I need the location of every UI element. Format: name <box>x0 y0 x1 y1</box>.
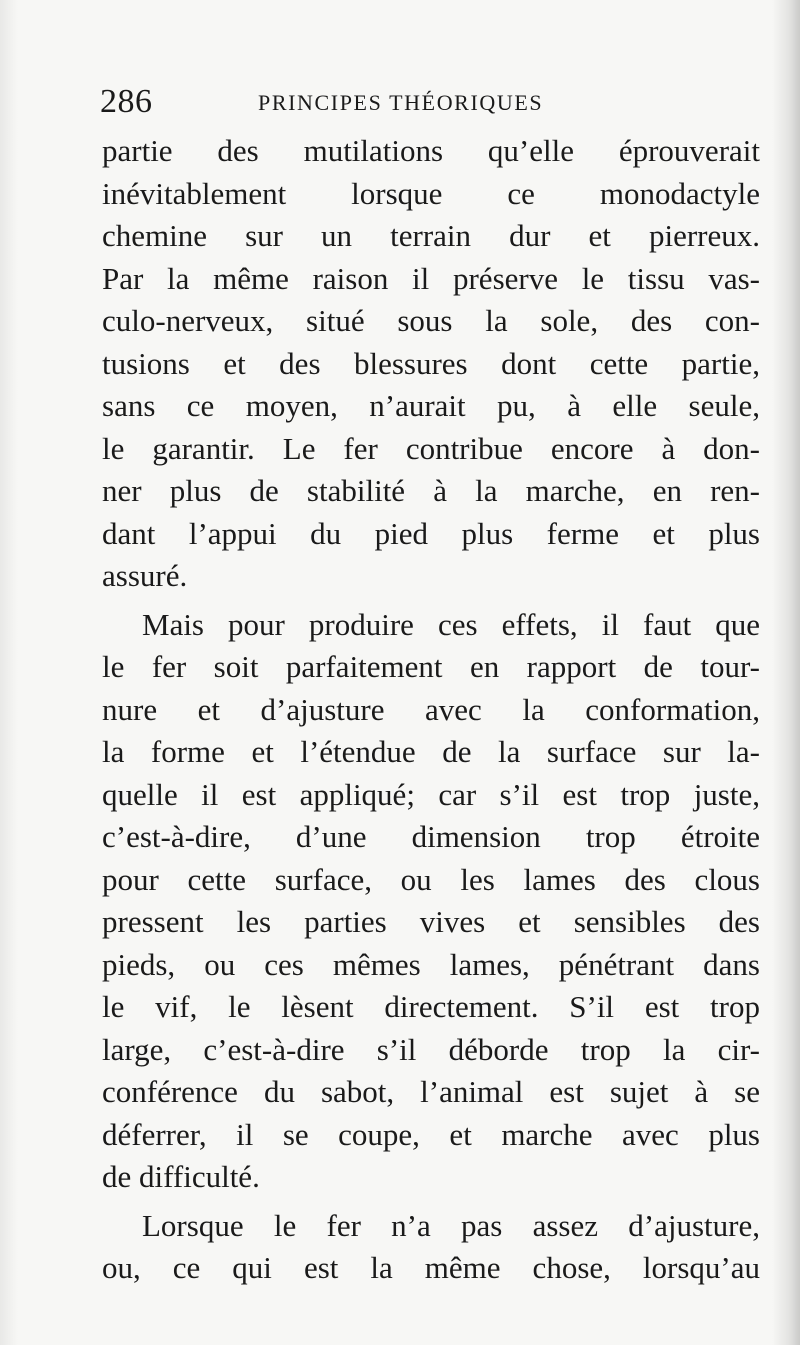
text-line: ner plus de stabilité à la marche, en ren- <box>102 473 760 508</box>
text-line: inévitablement lorsque ce monodactyle <box>102 175 760 211</box>
text-line: assuré. <box>102 558 188 593</box>
text-line: de difficulté. <box>102 1159 260 1194</box>
text-line: le garantir. Le fer contribue encore à don- <box>102 430 760 466</box>
text-line: Lorsque le fer n’a pas assez d’ajusture, <box>142 1207 760 1243</box>
body-text <box>102 130 760 1290</box>
text-line: sans ce moyen, n’aurait pu, à elle seule, <box>102 388 760 423</box>
page-edge-left <box>0 0 18 1345</box>
running-head: PRINCIPES THÉORIQUES <box>258 90 544 115</box>
text-line: large, c’est-à-dire s’il déborde trop la cir- <box>102 1031 760 1067</box>
text-line: la forme et l’étendue de la surface sur la- <box>102 734 760 769</box>
text-line: culo-nerveux, situé sous la sole, des con- <box>102 303 760 338</box>
text-line: déferrer, il se coupe, et marche avec plus <box>102 1116 760 1152</box>
text-line: pieds, ou ces mêmes lames, pénétrant dans <box>102 946 760 982</box>
text-line: conférence du sabot, l’animal est sujet à se <box>102 1074 760 1109</box>
text-line: chemine sur un terrain dur et pierreux. <box>102 218 760 253</box>
text-line: le fer soit parfaitement en rapport de tour- <box>102 649 760 684</box>
text-line: partie des mutilations qu’elle éprouverait <box>102 133 760 168</box>
text-line: c’est-à-dire, d’une dimension trop étroite <box>102 819 760 854</box>
text-line: le vif, le lèsent directement. S’il est trop <box>102 989 760 1024</box>
text-line: Mais pour produire ces effets, il faut que <box>142 606 760 642</box>
text-line: pressent les parties vives et sensibles des <box>102 904 760 939</box>
text-line: Par la même raison il préserve le tissu vas- <box>102 260 760 296</box>
page-header <box>100 82 760 122</box>
text-line: dant l’appui du pied plus ferme et plus <box>102 515 760 551</box>
text-line: pour cette surface, ou les lames des clous <box>102 861 760 897</box>
text-line: ou, ce qui est la même chose, lorsqu’au <box>102 1250 760 1285</box>
page-edge-right <box>772 0 800 1345</box>
page-number: 286 <box>100 83 153 120</box>
text-line: tusions et des blessures dont cette partie, <box>102 345 760 381</box>
text-line: quelle il est appliqué; car s’il est trop juste, <box>102 776 760 812</box>
text-line: nure et d’ajusture avec la conformation, <box>102 691 760 727</box>
